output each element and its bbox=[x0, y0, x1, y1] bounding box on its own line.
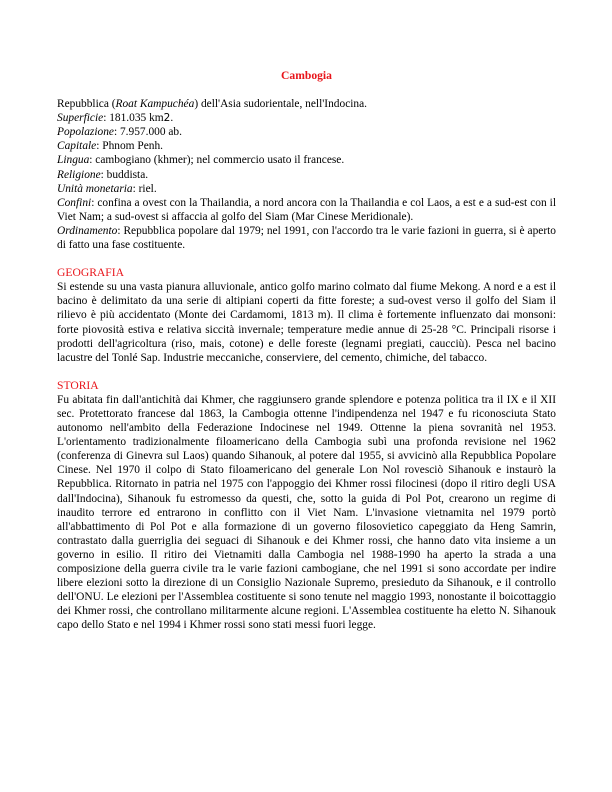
fact-unita-monetaria bbox=[57, 182, 556, 196]
intro-suffix: ) dell'Asia sudorientale, nell'Indocina. bbox=[194, 98, 368, 111]
fact-label: Superficie bbox=[57, 112, 104, 125]
fact-ordinamento bbox=[57, 224, 556, 252]
section-body-geografia: Si estende su una vasta pianura alluvionale, antico golfo marino colmato dal fiume Mekong. A nord e a est il bacino è delimitato da una serie di altipiani coperti da fitte foreste; a sud-ovest verso il golfo del Siam il rilievo è più accidentato (Monte dei Cardamomi, 1813 m). Il clima è fortemente influenzato dai monsoni: forte piovosità estiva e relativa siccità invernale; temperature medie annue di 25-28 °C. Principali risorse i prodotti dell'agricoltura (riso, mais, cotone) e delle foreste (legnami pregiati, caucciù). Pesca nel bacino lacustre del Tonlé Sap. Industrie meccaniche, conserviere, del cemento, chimiche, del tabacco. bbox=[57, 281, 556, 364]
fact-label: Religione bbox=[57, 168, 101, 181]
page-title: Cambogia bbox=[281, 69, 332, 82]
fact-value: : riel. bbox=[132, 182, 157, 195]
fact-confini bbox=[57, 196, 556, 224]
fact-label: Ordinamento bbox=[57, 224, 118, 237]
intro-prefix: Repubblica ( bbox=[57, 98, 116, 111]
fact-value: : Repubblica popolare dal 1979; nel 1991, con l'accordo tra le varie fazioni in guerra, si è aperto di fatto una fase costituente. bbox=[57, 224, 556, 252]
fact-value: : buddista. bbox=[100, 168, 149, 181]
fact-religione bbox=[57, 168, 556, 182]
intro-line bbox=[57, 97, 556, 111]
fact-tail: . bbox=[170, 112, 174, 125]
fact-label: Capitale bbox=[57, 140, 97, 153]
fact-capitale bbox=[57, 139, 556, 153]
fact-unit-exponent: 2 bbox=[163, 112, 171, 125]
fact-popolazione bbox=[57, 125, 556, 139]
fact-lingua bbox=[57, 153, 556, 167]
fact-label: Unità monetaria bbox=[57, 182, 133, 195]
fact-value: : 7.957.000 ab. bbox=[113, 126, 182, 139]
native-name: Roat Kampuchéa bbox=[115, 98, 195, 111]
fact-value: : 181.035 km bbox=[103, 112, 164, 125]
fact-value: : Phnom Penh. bbox=[96, 140, 164, 153]
document-page bbox=[57, 69, 556, 632]
section-heading-geografia: GEOGRAFIA bbox=[57, 266, 124, 280]
fact-superficie bbox=[57, 111, 556, 125]
section-heading-storia: STORIA bbox=[57, 378, 99, 392]
section-body-storia: Fu abitata fin dall'antichità dai Khmer, che raggiunsero grande splendore e potenza politica tra il IX e il XII sec. Protettorato francese dal 1863, la Cambogia ottenne l'indipendenza nel 1947 e fu riconosciuta Stato autonomo nell'ambito della Federazione Indocinese nel 1949. Ottenne la piena sovranità nel 1953. L'orientamento tradizionalmente filoamericano della Cambogia subì una profonda revisione nel 1962 (conferenza di Ginevra sul Laos) quando Sihanouk, al potere dal 1955, si avvicinò alla Repubblica Popolare Cinese. Nel 1970 il colpo di Stato filoamericano del generale Lon Nol rovesciò Sihanouk e instaurò la Repubblica. Ritornato in patria nel 1975 con l'appoggio dei Khmer rossi filocinesi (dopo il ritiro degli USA dall'Indocina), Sihanouk fu estromesso da questi, che, sotto la guida di Pol Pot, crearono un regime di inaudito terrore ed entrarono in conflitto con il Viet Nam. L'invasione vietnamita nel 1979 portò all'abbattimento di Pol Pot e alla formazione di un governo filosovietico capeggiato da Heng Samrin, contrastato dalla guerriglia dei seguaci di Sihanouk e dei Khmer rossi, che hanno dato vita insieme a un governo in esilio. Il ritiro dei Vietnamiti dalla Cambogia nel 1988-1990 ha aperto la strada a una composizione della guerra civile tra le varie fazioni cambogiane, che nel 1991 si sono accordate per indire libere elezioni sotto la direzione di un Consiglio Nazionale Supremo, presieduto da Sihanouk, e il controllo dell'ONU. Le elezioni per l'Assemblea costituente si sono tenute nel maggio 1993, nonostante il boicottaggio dei Khmer rossi, che controllano militarmente alcune regioni. L'Assemblea costituente ha eletto N. Sihanouk capo dello Stato e nel 1994 i Khmer rossi sono stati messi fuori legge. bbox=[57, 393, 556, 632]
fact-label: Confini bbox=[57, 196, 92, 209]
fact-label: Lingua bbox=[57, 154, 90, 167]
fact-label: Popolazione bbox=[57, 126, 114, 139]
fact-value: : confina a ovest con la Thailandia, a nord ancora con la Thailandia e col Laos, a est e a sud-est con il Viet Nam; a sud-ovest si affaccia al golfo del Siam (Mar Cinese Meridionale). bbox=[57, 196, 556, 223]
fact-value: : cambogiano (khmer); nel commercio usato il francese. bbox=[89, 154, 345, 167]
